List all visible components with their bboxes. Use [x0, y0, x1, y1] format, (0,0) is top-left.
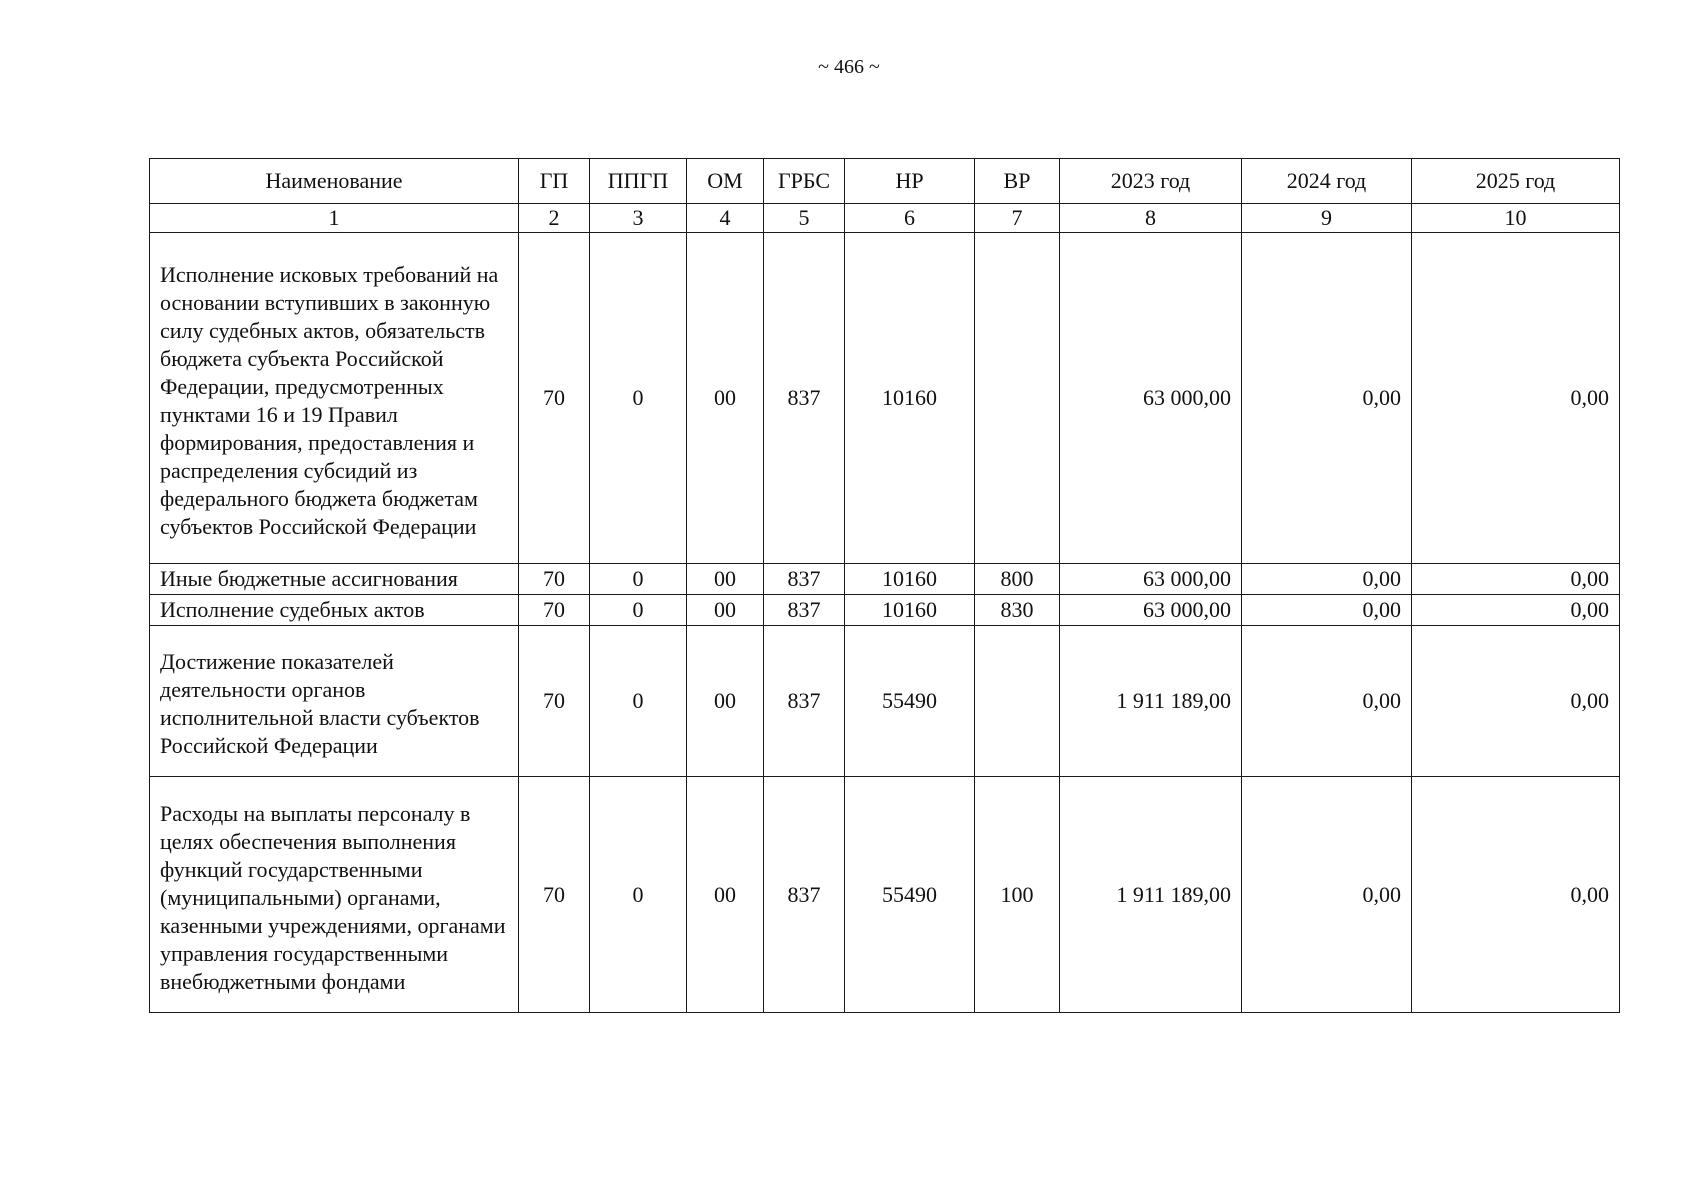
row-nr: 10160: [845, 595, 975, 626]
row-ppgp: 0: [590, 595, 687, 626]
row-2024: 0,00: [1242, 564, 1412, 595]
row-grbs: 837: [764, 777, 845, 1013]
row-gp: 70: [519, 564, 590, 595]
row-name: Иные бюджетные ассигнования: [150, 564, 519, 595]
row-vr: [975, 626, 1060, 777]
row-om: 00: [687, 233, 764, 564]
row-2024: 0,00: [1242, 595, 1412, 626]
column-number: 3: [590, 204, 687, 233]
row-vr: [975, 233, 1060, 564]
row-2025: 0,00: [1412, 626, 1620, 777]
budget-table: [149, 158, 1620, 1013]
column-number: 4: [687, 204, 764, 233]
row-2023: 63 000,00: [1060, 564, 1242, 595]
table-row: [150, 777, 1620, 1013]
header-2023: 2023 год: [1060, 159, 1242, 204]
table-header-row: [150, 159, 1620, 204]
row-2024: 0,00: [1242, 626, 1412, 777]
row-grbs: 837: [764, 233, 845, 564]
column-number: 10: [1412, 204, 1620, 233]
row-ppgp: 0: [590, 777, 687, 1013]
table-row: [150, 233, 1620, 564]
header-2024: 2024 год: [1242, 159, 1412, 204]
row-2024: 0,00: [1242, 233, 1412, 564]
header-nr: НР: [845, 159, 975, 204]
column-number: 9: [1242, 204, 1412, 233]
row-nr: 10160: [845, 564, 975, 595]
row-ppgp: 0: [590, 233, 687, 564]
row-gp: 70: [519, 777, 590, 1013]
header-gp: ГП: [519, 159, 590, 204]
row-2024: 0,00: [1242, 777, 1412, 1013]
column-number: 1: [150, 204, 519, 233]
page-number: ~ 466 ~: [818, 56, 880, 78]
column-number: 5: [764, 204, 845, 233]
header-2025: 2025 год: [1412, 159, 1620, 204]
row-ppgp: 0: [590, 564, 687, 595]
row-grbs: 837: [764, 564, 845, 595]
row-name: Исполнение судебных актов: [150, 595, 519, 626]
row-nr: 55490: [845, 626, 975, 777]
column-number: 7: [975, 204, 1060, 233]
table-row: [150, 595, 1620, 626]
row-nr: 55490: [845, 777, 975, 1013]
row-grbs: 837: [764, 595, 845, 626]
row-gp: 70: [519, 595, 590, 626]
row-vr: 100: [975, 777, 1060, 1013]
row-2025: 0,00: [1412, 595, 1620, 626]
table-row: [150, 564, 1620, 595]
column-number: 8: [1060, 204, 1242, 233]
row-2023: 63 000,00: [1060, 233, 1242, 564]
row-2023: 1 911 189,00: [1060, 777, 1242, 1013]
row-2023: 63 000,00: [1060, 595, 1242, 626]
row-2025: 0,00: [1412, 564, 1620, 595]
row-vr: 800: [975, 564, 1060, 595]
row-om: 00: [687, 564, 764, 595]
row-vr: 830: [975, 595, 1060, 626]
header-ppgp: ППГП: [590, 159, 687, 204]
row-om: 00: [687, 777, 764, 1013]
row-2023: 1 911 189,00: [1060, 626, 1242, 777]
header-om: ОМ: [687, 159, 764, 204]
row-nr: 10160: [845, 233, 975, 564]
row-name: Исполнение исковых требований на основании вступивших в законную силу судебных актов, обязательств бюджета субъекта Российской Федерации, предусмотренных пунктами 16 и 19 Правил формирования, предоставления и распределения субсидий из федерального бюджета бюджетам субъектов Российской Федерации: [150, 233, 519, 564]
row-ppgp: 0: [590, 626, 687, 777]
row-grbs: 837: [764, 626, 845, 777]
row-2025: 0,00: [1412, 233, 1620, 564]
row-name: Расходы на выплаты персоналу в целях обеспечения выполнения функций государственными (муниципальными) органами, казенными учреждениями, органами управления государственными внебюджетными фондами: [150, 777, 519, 1013]
column-number: 6: [845, 204, 975, 233]
column-number-row: [150, 204, 1620, 233]
row-name: Достижение показателей деятельности органов исполнительной власти субъектов Российской Федерации: [150, 626, 519, 777]
table-row: [150, 626, 1620, 777]
row-om: 00: [687, 595, 764, 626]
row-om: 00: [687, 626, 764, 777]
header-grbs: ГРБС: [764, 159, 845, 204]
row-gp: 70: [519, 233, 590, 564]
column-number: 2: [519, 204, 590, 233]
row-2025: 0,00: [1412, 777, 1620, 1013]
header-vr: ВР: [975, 159, 1060, 204]
header-name: Наименование: [150, 159, 519, 204]
row-gp: 70: [519, 626, 590, 777]
